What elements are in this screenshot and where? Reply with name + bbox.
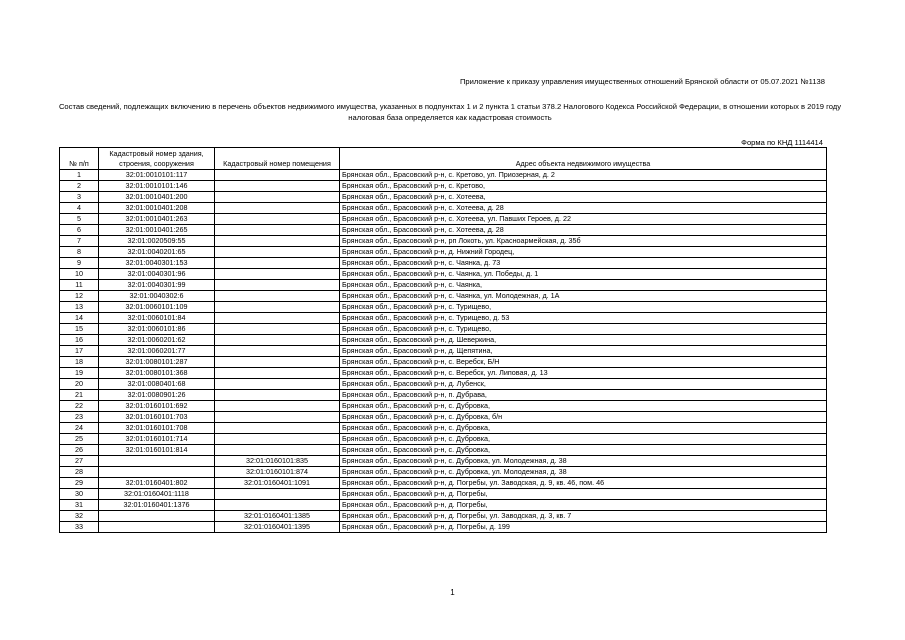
table-row <box>60 478 827 489</box>
header-building-cadastral: Кадастровый номер здания, строения, сооружения <box>99 148 215 170</box>
row-number-cell: 24 <box>60 423 99 434</box>
address-cell: Брянская обл., Брасовский р-н, с. Хотеева, д. 28 <box>340 225 827 236</box>
building-cadastral-cell <box>99 522 215 533</box>
room-cadastral-cell <box>215 423 340 434</box>
room-cadastral-cell: 32:01:0160401:1395 <box>215 522 340 533</box>
table-row <box>60 467 827 478</box>
building-cadastral-cell: 32:01:0060101:84 <box>99 313 215 324</box>
room-cadastral-cell <box>215 489 340 500</box>
building-cadastral-cell: 32:01:0160101:708 <box>99 423 215 434</box>
room-cadastral-cell: 32:01:0160401:1385 <box>215 511 340 522</box>
table-row <box>60 313 827 324</box>
row-number-cell: 2 <box>60 181 99 192</box>
address-cell: Брянская обл., Брасовский р-н, д. Погребы, <box>340 489 827 500</box>
row-number-cell: 33 <box>60 522 99 533</box>
row-number-cell: 27 <box>60 456 99 467</box>
table-row <box>60 434 827 445</box>
room-cadastral-cell <box>215 203 340 214</box>
room-cadastral-cell <box>215 192 340 203</box>
page-number: 1 <box>450 588 455 597</box>
row-number-cell: 3 <box>60 192 99 203</box>
address-cell: Брянская обл., Брасовский р-н, с. Дубровка, б/н <box>340 412 827 423</box>
row-number-cell: 26 <box>60 445 99 456</box>
row-number-cell: 15 <box>60 324 99 335</box>
building-cadastral-cell <box>99 456 215 467</box>
row-number-cell: 18 <box>60 357 99 368</box>
address-cell: Брянская обл., Брасовский р-н, с. Хотеева, ул. Павших Героев, д. 22 <box>340 214 827 225</box>
row-number-cell: 21 <box>60 390 99 401</box>
address-cell: Брянская обл., Брасовский р-н, с. Турищево, <box>340 302 827 313</box>
table-row <box>60 368 827 379</box>
row-number-cell: 17 <box>60 346 99 357</box>
building-cadastral-cell: 32:01:0160401:802 <box>99 478 215 489</box>
room-cadastral-cell <box>215 170 340 181</box>
table-row <box>60 489 827 500</box>
table-header <box>60 148 827 170</box>
room-cadastral-cell: 32:01:0160101:874 <box>215 467 340 478</box>
building-cadastral-cell: 32:01:0040301:153 <box>99 258 215 269</box>
header-address: Адрес объекта недвижимого имущества <box>340 148 827 170</box>
row-number-cell: 10 <box>60 269 99 280</box>
row-number-cell: 22 <box>60 401 99 412</box>
table-row <box>60 269 827 280</box>
address-cell: Брянская обл., Брасовский р-н, д. Лубенск, <box>340 379 827 390</box>
building-cadastral-cell: 32:01:0080901:26 <box>99 390 215 401</box>
table-row <box>60 357 827 368</box>
address-cell: Брянская обл., Брасовский р-н, с. Чаянка, ул. Молодежная, д. 1А <box>340 291 827 302</box>
room-cadastral-cell <box>215 335 340 346</box>
building-cadastral-cell: 32:01:0060201:77 <box>99 346 215 357</box>
address-cell: Брянская обл., Брасовский р-н, рп Локоть, ул. Красноармейская, д. 35б <box>340 236 827 247</box>
building-cadastral-cell: 32:01:0060201:62 <box>99 335 215 346</box>
building-cadastral-cell: 32:01:0020509:55 <box>99 236 215 247</box>
table-row <box>60 423 827 434</box>
row-number-cell: 6 <box>60 225 99 236</box>
form-code: Форма по КНД 1114414 <box>741 138 823 147</box>
room-cadastral-cell <box>215 302 340 313</box>
row-number-cell: 25 <box>60 434 99 445</box>
address-cell: Брянская обл., Брасовский р-н, д. Погребы, ул. Заводская, д. 9, кв. 46, пом. 46 <box>340 478 827 489</box>
table-row <box>60 500 827 511</box>
row-number-cell: 11 <box>60 280 99 291</box>
table-row <box>60 236 827 247</box>
address-cell: Брянская обл., Брасовский р-н, д. Щепятина, <box>340 346 827 357</box>
room-cadastral-cell <box>215 313 340 324</box>
table-row <box>60 335 827 346</box>
room-cadastral-cell: 32:01:0160101:835 <box>215 456 340 467</box>
table-row <box>60 258 827 269</box>
room-cadastral-cell <box>215 324 340 335</box>
address-cell: Брянская обл., Брасовский р-н, с. Кретово, ул. Приозерная, д. 2 <box>340 170 827 181</box>
building-cadastral-cell: 32:01:0010101:117 <box>99 170 215 181</box>
address-cell: Брянская обл., Брасовский р-н, с. Дубровка, <box>340 423 827 434</box>
address-cell: Брянская обл., Брасовский р-н, с. Хотеева, <box>340 192 827 203</box>
table-row <box>60 280 827 291</box>
building-cadastral-cell: 32:01:0160101:814 <box>99 445 215 456</box>
appendix-note: Приложение к приказу управления имущественных отношений Брянской области от 05.07.2021 №1138 <box>459 77 825 86</box>
header-row <box>60 148 827 170</box>
row-number-cell: 29 <box>60 478 99 489</box>
room-cadastral-cell <box>215 247 340 258</box>
room-cadastral-cell <box>215 181 340 192</box>
room-cadastral-cell <box>215 368 340 379</box>
row-number-cell: 5 <box>60 214 99 225</box>
building-cadastral-cell: 32:01:0010401:263 <box>99 214 215 225</box>
address-cell: Брянская обл., Брасовский р-н, с. Веребск, ул. Липовая, д. 13 <box>340 368 827 379</box>
table-row <box>60 324 827 335</box>
address-cell: Брянская обл., Брасовский р-н, д. Погребы, <box>340 500 827 511</box>
row-number-cell: 7 <box>60 236 99 247</box>
table-row <box>60 456 827 467</box>
building-cadastral-cell: 32:01:0080401:68 <box>99 379 215 390</box>
table-row <box>60 401 827 412</box>
address-cell: Брянская обл., Брасовский р-н, с. Веребск, Б/Н <box>340 357 827 368</box>
row-number-cell: 12 <box>60 291 99 302</box>
address-cell: Брянская обл., Брасовский р-н, д. Нижний Городец, <box>340 247 827 258</box>
table-row <box>60 511 827 522</box>
room-cadastral-cell <box>215 269 340 280</box>
table-row <box>60 170 827 181</box>
room-cadastral-cell <box>215 357 340 368</box>
address-cell: Брянская обл., Брасовский р-н, с. Дубровка, <box>340 434 827 445</box>
address-cell: Брянская обл., Брасовский р-н, с. Дубровка, <box>340 445 827 456</box>
header-room-cadastral: Кадастровый номер помещения <box>215 148 340 170</box>
room-cadastral-cell <box>215 500 340 511</box>
building-cadastral-cell: 32:01:0160401:1376 <box>99 500 215 511</box>
building-cadastral-cell: 32:01:0010401:200 <box>99 192 215 203</box>
building-cadastral-cell: 32:01:0040201:65 <box>99 247 215 258</box>
room-cadastral-cell <box>215 280 340 291</box>
table-row <box>60 203 827 214</box>
row-number-cell: 16 <box>60 335 99 346</box>
table-row <box>60 445 827 456</box>
room-cadastral-cell <box>215 401 340 412</box>
row-number-cell: 13 <box>60 302 99 313</box>
building-cadastral-cell: 32:01:0040302:6 <box>99 291 215 302</box>
room-cadastral-cell <box>215 225 340 236</box>
room-cadastral-cell <box>215 390 340 401</box>
building-cadastral-cell: 32:01:0160101:703 <box>99 412 215 423</box>
address-cell: Брянская обл., Брасовский р-н, с. Чаянка, ул. Победы, д. 1 <box>340 269 827 280</box>
table-row <box>60 379 827 390</box>
room-cadastral-cell <box>215 379 340 390</box>
table-row <box>60 346 827 357</box>
row-number-cell: 4 <box>60 203 99 214</box>
table-row <box>60 192 827 203</box>
building-cadastral-cell: 32:01:0010401:208 <box>99 203 215 214</box>
room-cadastral-cell <box>215 236 340 247</box>
building-cadastral-cell: 32:01:0060101:109 <box>99 302 215 313</box>
table-row <box>60 247 827 258</box>
building-cadastral-cell: 32:01:0040301:99 <box>99 280 215 291</box>
building-cadastral-cell: 32:01:0160101:692 <box>99 401 215 412</box>
row-number-cell: 9 <box>60 258 99 269</box>
row-number-cell: 8 <box>60 247 99 258</box>
header-number: № п/п <box>60 148 99 170</box>
room-cadastral-cell <box>215 412 340 423</box>
address-cell: Брянская обл., Брасовский р-н, с. Чаянка, д. 73 <box>340 258 827 269</box>
address-cell: Брянская обл., Брасовский р-н, с. Чаянка, <box>340 280 827 291</box>
row-number-cell: 20 <box>60 379 99 390</box>
building-cadastral-cell: 32:01:0010101:146 <box>99 181 215 192</box>
document-title: Состав сведений, подлежащих включению в перечень объектов недвижимого имущества, указанных в подпунктах 1 и 2 пункта 1 статьи 378.2 Налогового Кодекса Российской Федерации, в отношении которых в 2019 году налоговая база определяется как кадастровая стоимость <box>58 102 842 122</box>
building-cadastral-cell: 32:01:0160401:1118 <box>99 489 215 500</box>
table-row <box>60 522 827 533</box>
table-row <box>60 302 827 313</box>
property-registry-table <box>59 147 827 533</box>
row-number-cell: 23 <box>60 412 99 423</box>
building-cadastral-cell: 32:01:0160101:714 <box>99 434 215 445</box>
address-cell: Брянская обл., Брасовский р-н, д. Шеверкина, <box>340 335 827 346</box>
table-row <box>60 390 827 401</box>
row-number-cell: 32 <box>60 511 99 522</box>
address-cell: Брянская обл., Брасовский р-н, с. Хотеева, д. 28 <box>340 203 827 214</box>
room-cadastral-cell <box>215 214 340 225</box>
table-row <box>60 225 827 236</box>
building-cadastral-cell: 32:01:0040301:96 <box>99 269 215 280</box>
table-row <box>60 291 827 302</box>
address-cell: Брянская обл., Брасовский р-н, с. Дубровка, ул. Молодежная, д. 38 <box>340 456 827 467</box>
row-number-cell: 1 <box>60 170 99 181</box>
room-cadastral-cell <box>215 434 340 445</box>
address-cell: Брянская обл., Брасовский р-н, д. Погребы, д. 199 <box>340 522 827 533</box>
address-cell: Брянская обл., Брасовский р-н, д. Погребы, ул. Заводская, д. 3, кв. 7 <box>340 511 827 522</box>
table-row <box>60 181 827 192</box>
building-cadastral-cell <box>99 511 215 522</box>
address-cell: Брянская обл., Брасовский р-н, с. Дубровка, ул. Молодежная, д. 38 <box>340 467 827 478</box>
row-number-cell: 28 <box>60 467 99 478</box>
room-cadastral-cell <box>215 445 340 456</box>
row-number-cell: 31 <box>60 500 99 511</box>
address-cell: Брянская обл., Брасовский р-н, с. Кретово, <box>340 181 827 192</box>
room-cadastral-cell: 32:01:0160401:1091 <box>215 478 340 489</box>
building-cadastral-cell: 32:01:0060101:86 <box>99 324 215 335</box>
room-cadastral-cell <box>215 346 340 357</box>
room-cadastral-cell <box>215 258 340 269</box>
room-cadastral-cell <box>215 291 340 302</box>
building-cadastral-cell <box>99 467 215 478</box>
table-row <box>60 412 827 423</box>
table-body <box>60 170 827 533</box>
address-cell: Брянская обл., Брасовский р-н, с. Турищево, д. 53 <box>340 313 827 324</box>
address-cell: Брянская обл., Брасовский р-н, с. Турищево, <box>340 324 827 335</box>
row-number-cell: 19 <box>60 368 99 379</box>
address-cell: Брянская обл., Брасовский р-н, п. Дубрава, <box>340 390 827 401</box>
building-cadastral-cell: 32:01:0080101:287 <box>99 357 215 368</box>
building-cadastral-cell: 32:01:0010401:265 <box>99 225 215 236</box>
row-number-cell: 30 <box>60 489 99 500</box>
row-number-cell: 14 <box>60 313 99 324</box>
table-row <box>60 214 827 225</box>
address-cell: Брянская обл., Брасовский р-н, с. Дубровка, <box>340 401 827 412</box>
building-cadastral-cell: 32:01:0080101:368 <box>99 368 215 379</box>
